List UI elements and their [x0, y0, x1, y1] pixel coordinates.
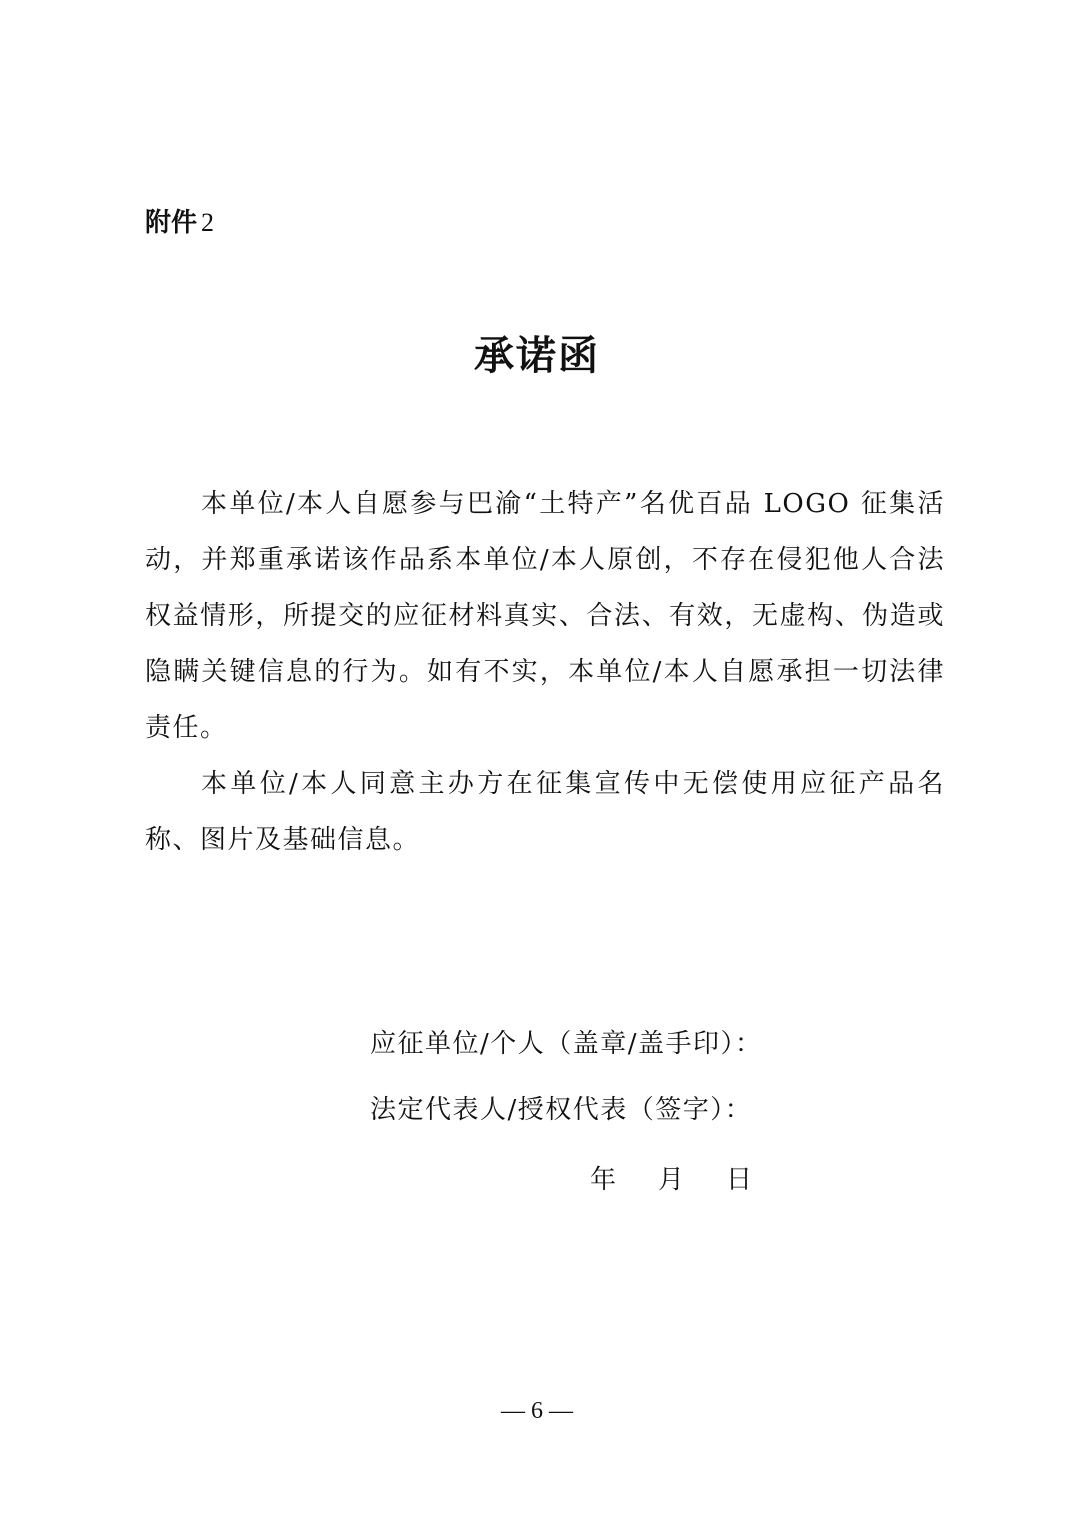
paragraph-commitment: 本单位/本人自愿参与巴渝“土特产”名优百品 LOGO 征集活动，并郑重承诺该作品系本单位/本人原创，不存在侵犯他人合法权益情形，所提交的应征材料真实、合法、有效，无虚构、伪造或隐瞒关键信息的行为。如有不实，本单位/本人自愿承担一切法律责任。 — [145, 489, 945, 743]
attachment-label — [145, 205, 214, 241]
document-title: 承诺函 — [474, 332, 600, 379]
attachment-text: 附件 — [145, 208, 198, 238]
document-body — [145, 476, 945, 868]
date-line — [590, 1160, 752, 1200]
page-number: — 6 — — [501, 1398, 573, 1424]
date-day: 日 — [726, 1165, 753, 1195]
paragraph-consent: 本单位/本人同意主办方在征集宣传中无偿使用应征产品名称、图片及基础信息。 — [145, 769, 945, 855]
date-year: 年 — [590, 1165, 617, 1195]
attachment-number: 2 — [201, 208, 215, 237]
signature-unit-line: 应征单位/个人（盖章/盖手印）： — [370, 1029, 763, 1059]
signature-representative-line: 法定代表人/授权代表（签字）： — [370, 1095, 753, 1125]
date-month: 月 — [658, 1165, 685, 1195]
